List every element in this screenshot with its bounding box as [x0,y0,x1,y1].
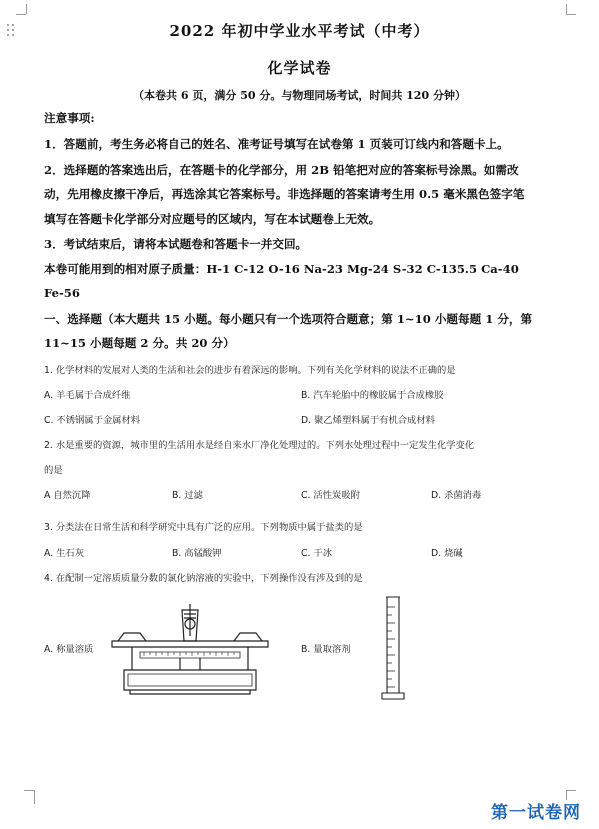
question-3-option-a[interactable]: A. 生石灰 [44,548,84,559]
crop-mark-bottom-left [34,790,35,804]
question-3-stem: 3. 分类法在日常生活和科学研究中具有广泛的应用。下列物质中属于盐类的是 [44,522,363,533]
question-2-option-c[interactable]: C. 活性炭吸附 [301,490,360,501]
notes-heading: 注意事项: [44,111,95,125]
question-2-option-b[interactable]: B. 过滤 [172,490,203,501]
question-4-option-a[interactable]: A. 称量溶质 [44,644,94,655]
section-heading-cont: 11~15 小题每题 2 分。共 20 分） [44,336,235,350]
question-3-option-d[interactable]: D. 烧碱 [431,548,463,559]
question-1-option-c[interactable]: C. 不锈钢属于金属材料 [44,415,141,426]
question-4-option-b[interactable]: B. 量取溶剂 [301,644,351,655]
question-4-stem: 4. 在配制一定溶质质量分数的氯化钠溶液的实验中，下列操作没有涉及到的是 [44,573,363,584]
crop-mark-top-left-h [16,14,26,15]
watermark-logo: 第一试卷网 [491,803,581,823]
exam-info: （本卷共 6 页，满分 50 分。与物理同场考试，时间共 120 分钟） [133,89,466,102]
question-3-option-b[interactable]: B. 高锰酸钾 [172,548,222,559]
question-1-option-a[interactable]: A. 羊毛属于合成纤维 [44,390,131,401]
exam-title: 2022 年初中学业水平考试（中考） [169,22,430,40]
balance-scale-icon [110,600,270,700]
question-2-option-a[interactable]: A 自然沉降 [44,490,91,501]
section-heading: 一、选择题（本大题共 15 小题。每小题只有一个选项符合题意；第 1~10 小题每题 1 分，第 [44,312,533,326]
crop-mark-top-left [26,4,27,14]
notes-item-1: 1．答题前，考生务必将自己的姓名、准考证号填写在试卷第 1 页装可订线内和答题卡上。 [44,137,509,151]
question-2-option-d[interactable]: D. 杀菌消毒 [431,490,482,501]
question-3-option-c[interactable]: C. 干冰 [301,548,332,559]
question-1-option-b[interactable]: B. 汽车轮胎中的橡胶属于合成橡胶 [301,390,444,401]
question-2-stem: 2. 水是重要的资源，城市里的生活用水是经自来水厂净化处理过的。下列水处理过程中一定发生化学变化 [44,440,475,451]
graduated-cylinder-icon [378,595,408,705]
crop-mark-bottom-right-h [566,790,576,791]
question-1-stem: 1. 化学材料的发展对人类的生活和社会的进步有着深远的影响。下列有关化学材料的说法不正确的是 [44,365,456,376]
notes-item-3: 3．考试结束后，请将本试题卷和答题卡一并交回。 [44,237,308,251]
atomic-mass-line: 本卷可能用到的相对原子质量：H-1 C-12 O-16 Na-23 Mg-24 S-32 C-135.5 Ca-40 [44,262,519,276]
crop-mark-bottom-left-h [24,790,34,791]
crop-mark-top-right-h [566,14,576,15]
notes-item-2-cont2: 填写在答题卡化学部分对应题号的区域内，写在本试题卷上无效。 [44,212,381,226]
notes-item-2-cont: 动，先用橡皮擦干净后，再选涂其它答案标号。非选择题的答案请考生用 0.5 毫米黑色签字笔 [44,187,525,201]
exam-subject: 化学试卷 [267,59,332,77]
atomic-mass-line-2: Fe-56 [44,286,80,300]
notes-item-2: 2．选择题的答案选出后，在答题卡的化学部分，用 2B 铅笔把对应的答案标号涂黑。如需改 [44,163,519,177]
question-1-option-d[interactable]: D. 聚乙烯塑料属于有机合成材料 [301,415,435,426]
question-2-stem-cont: 的是 [44,465,63,476]
crop-mark-top-right [566,4,567,14]
